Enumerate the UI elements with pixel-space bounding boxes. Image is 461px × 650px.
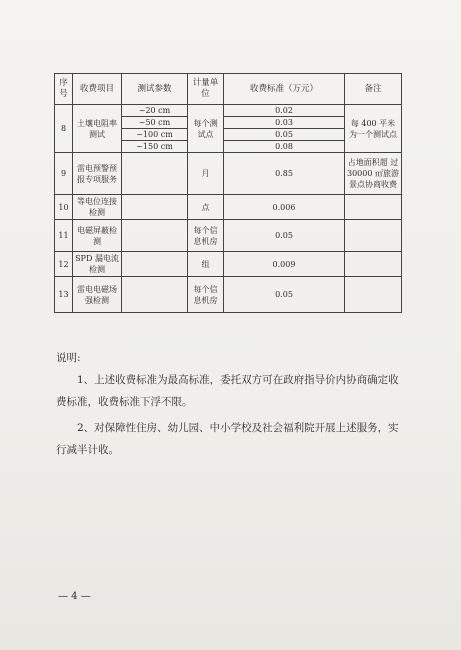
row10-fee: 0.006 xyxy=(224,195,345,220)
row9-fee: 0.85 xyxy=(224,153,345,195)
row8-fee-1: 0.02 xyxy=(224,105,345,117)
row8-item: 土壤电阻率测试 xyxy=(73,105,122,153)
row8-param-4: ~150 cm xyxy=(122,141,188,153)
row11-unit: 每个信息机房 xyxy=(188,220,224,252)
row10-note xyxy=(345,195,402,220)
header-item: 收费项目 xyxy=(73,74,122,105)
row13-fee: 0.05 xyxy=(224,277,345,313)
row8-fee-3: 0.05 xyxy=(224,129,345,141)
row12-item: SPD 漏电流检测 xyxy=(73,252,122,277)
notes-heading: 说明: xyxy=(56,352,81,364)
row13-seq: 13 xyxy=(55,277,73,313)
table-row xyxy=(55,277,402,313)
row10-param xyxy=(122,195,188,220)
header-fee: 收费标准（万元） xyxy=(224,74,345,105)
header-unit: 计量单位 xyxy=(188,74,224,105)
row11-item: 电磁屏蔽检测 xyxy=(73,220,122,252)
row10-seq: 10 xyxy=(55,195,73,220)
header-note: 备注 xyxy=(345,74,402,105)
row12-unit: 组 xyxy=(188,252,224,277)
header-seq: 序号 xyxy=(55,74,73,105)
row10-unit: 点 xyxy=(188,195,224,220)
row13-note xyxy=(345,277,402,313)
table-row xyxy=(55,195,402,220)
row8-unit: 每个测试点 xyxy=(188,105,224,153)
row8-note: 每 400 平米为一个测试点 xyxy=(345,105,402,153)
row8-param-3: ~100 cm xyxy=(122,129,188,141)
row8-fee-4: 0.08 xyxy=(224,141,345,153)
row9-unit: 月 xyxy=(188,153,224,195)
note-item-1: 1、上述收费标准为最高标准，委托双方可在政府指导价内协商确定收费标准，收费标准下浮不限。 xyxy=(56,374,399,408)
table-row xyxy=(55,153,402,195)
table-row xyxy=(55,220,402,252)
row9-seq: 9 xyxy=(55,153,73,195)
row13-item: 雷电电磁场强检测 xyxy=(73,277,122,313)
row12-fee: 0.009 xyxy=(224,252,345,277)
row12-param xyxy=(122,252,188,277)
row8-seq: 8 xyxy=(55,105,73,153)
row9-note: 占地面积超 过 30000 ㎡旅游景点协商收费 xyxy=(345,153,402,195)
row10-item: 等电位连接检测 xyxy=(73,195,122,220)
row12-seq: 12 xyxy=(55,252,73,277)
row9-item: 雷电预警预报专项服务 xyxy=(73,153,122,195)
row11-fee: 0.05 xyxy=(224,220,345,252)
row9-param xyxy=(122,153,188,195)
row11-seq: 11 xyxy=(55,220,73,252)
row8-param-1: ~20 cm xyxy=(122,105,188,117)
row8-fee-2: 0.03 xyxy=(224,117,345,129)
row11-note xyxy=(345,220,402,252)
page-number: — 4 — xyxy=(58,591,91,602)
fee-table xyxy=(54,73,402,313)
table-row xyxy=(55,252,402,277)
table-row xyxy=(55,105,402,117)
notes-section xyxy=(56,347,408,465)
note-item-2: 2、对保障性住房、幼儿园、中小学校及社会福利院开展上述服务，实行减半计收。 xyxy=(56,422,399,456)
row12-note xyxy=(345,252,402,277)
row11-param xyxy=(122,220,188,252)
row13-unit: 每个信息机房 xyxy=(188,277,224,313)
header-param: 测试参数 xyxy=(122,74,188,105)
table-header-row xyxy=(55,74,402,105)
row13-param xyxy=(122,277,188,313)
row8-param-2: ~50 cm xyxy=(122,117,188,129)
